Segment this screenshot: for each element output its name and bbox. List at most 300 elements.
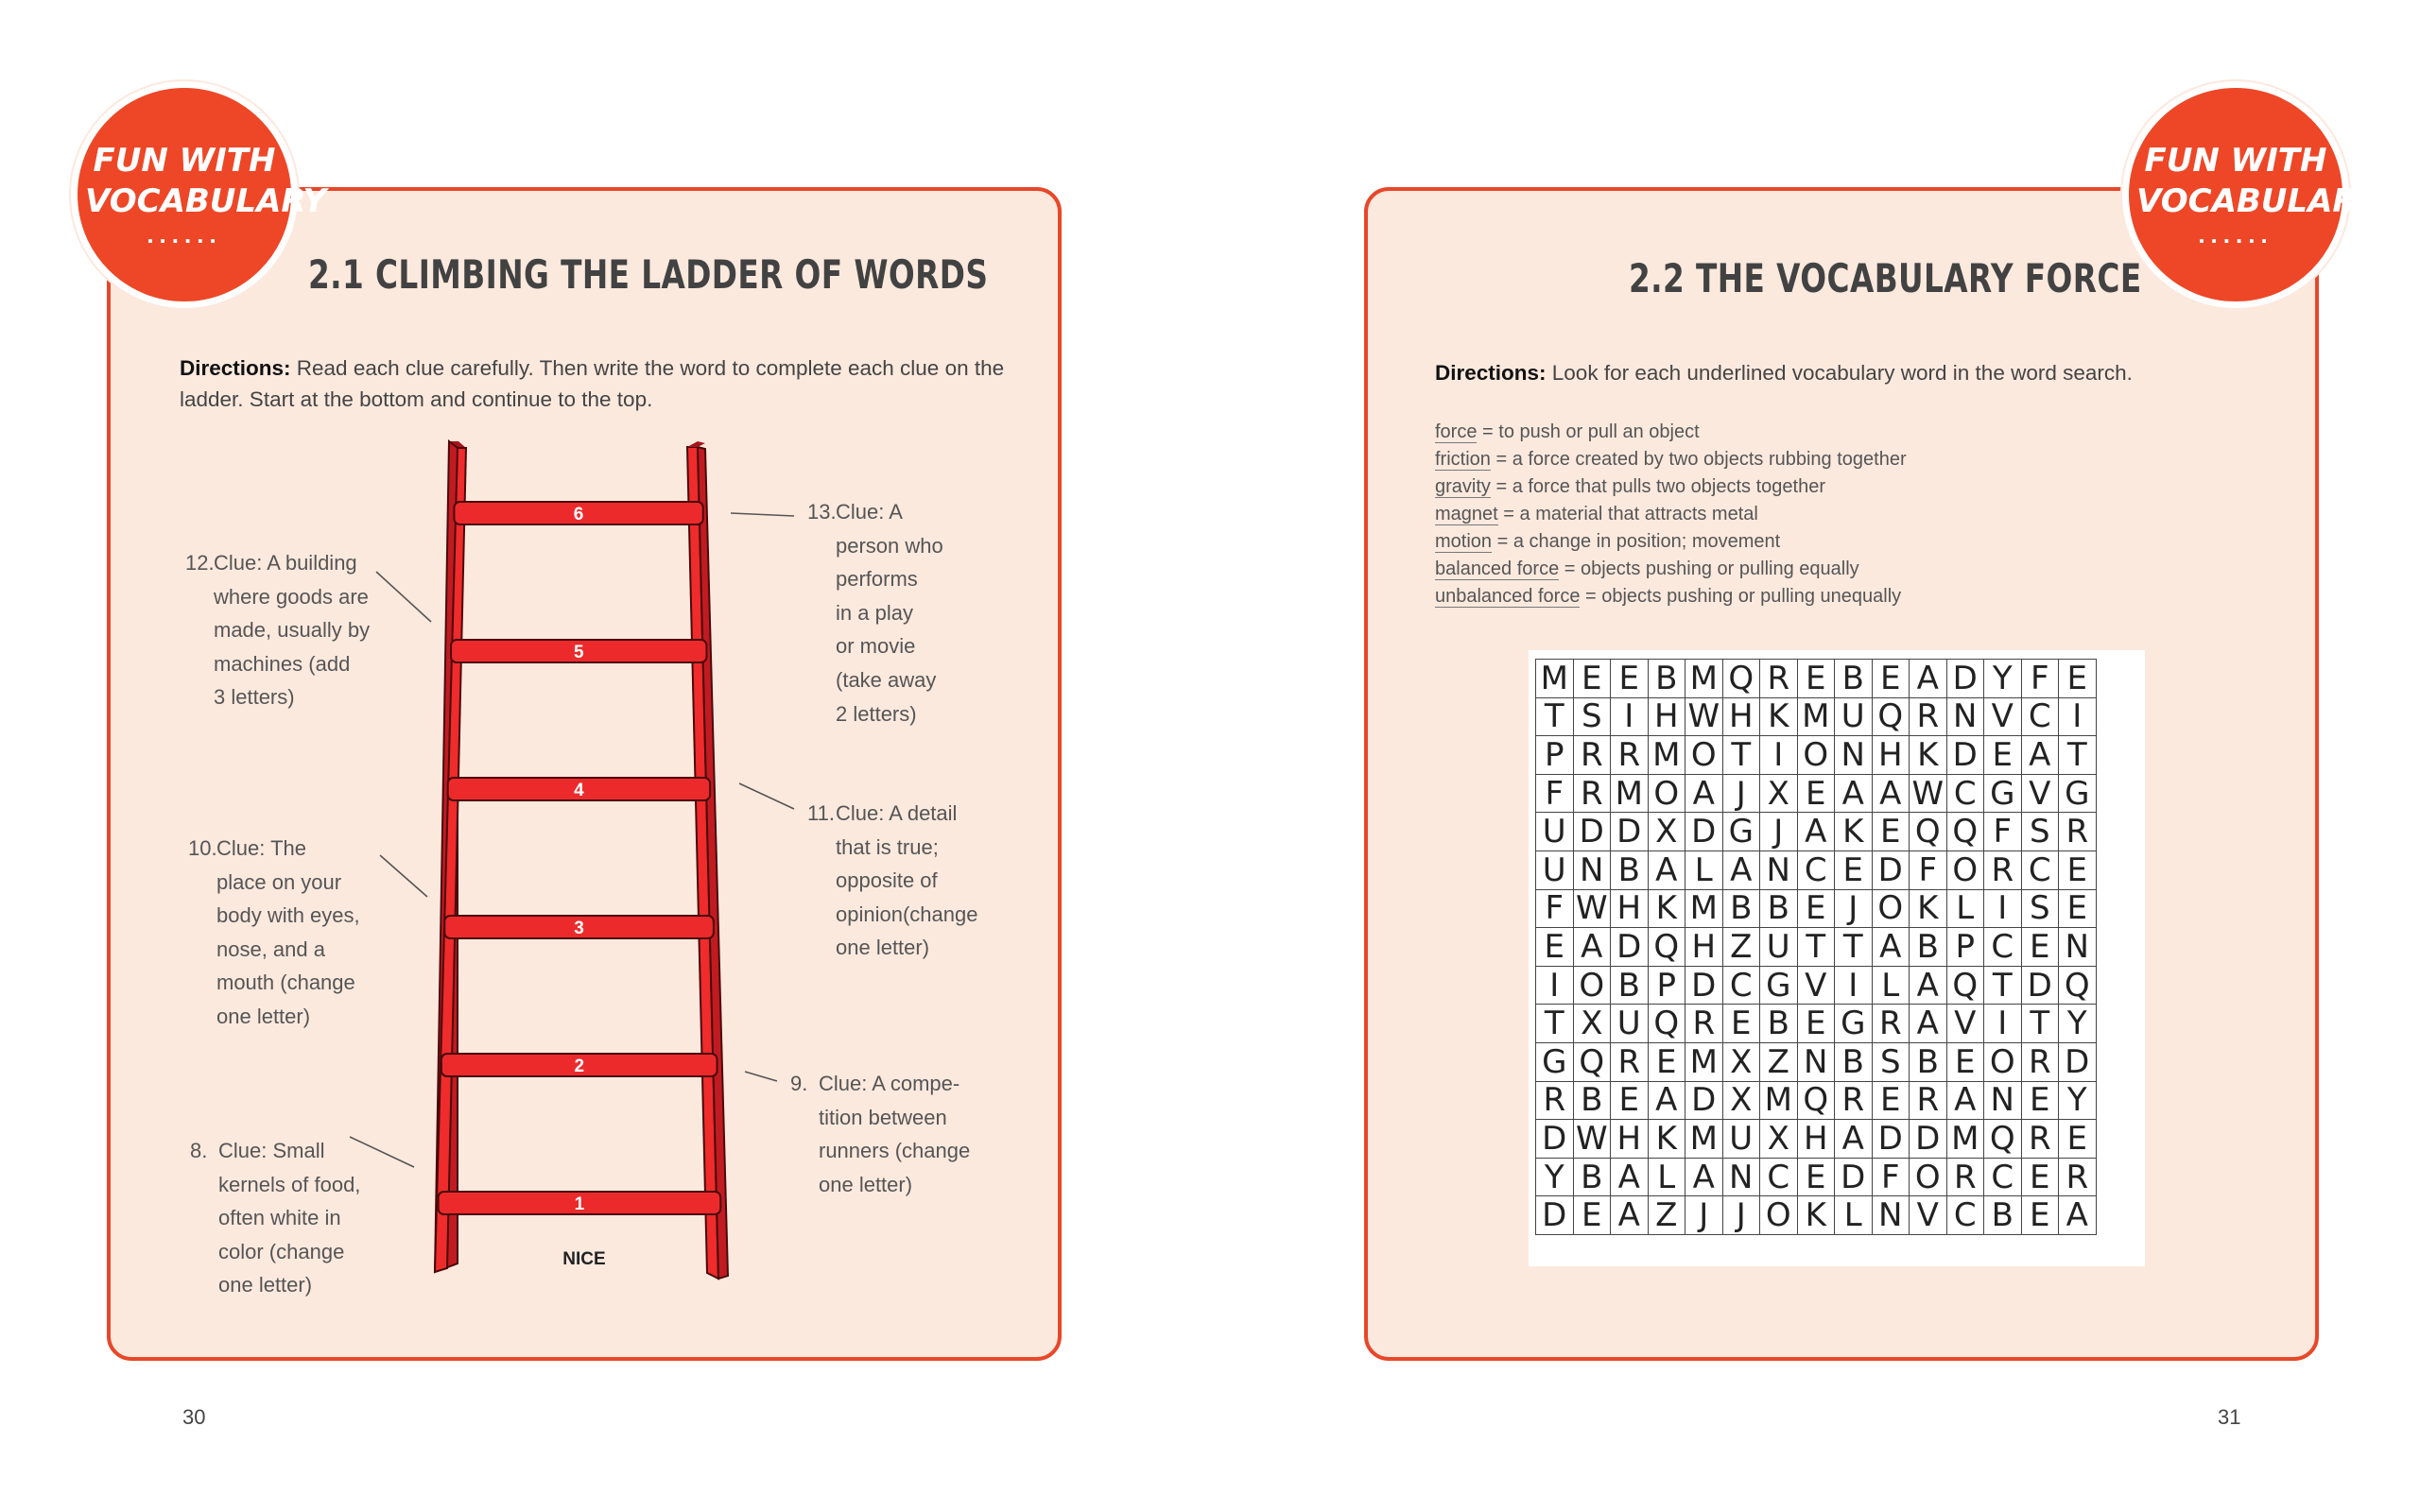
directions-label: Directions: (180, 356, 291, 380)
word-search-cell[interactable]: K (1648, 889, 1685, 928)
word-search-cell[interactable]: R (1910, 1081, 1947, 1120)
word-search-cell[interactable]: E (2059, 889, 2097, 928)
ladder-rung-number: 6 (573, 505, 584, 524)
word-search-grid (1529, 650, 2145, 1266)
word-search-cell[interactable]: D (1685, 813, 1723, 851)
word-search-cell[interactable]: S (1872, 1042, 1910, 1081)
word-search-cell[interactable]: Q (1946, 966, 1984, 1005)
word-search-cell[interactable]: O (1797, 736, 1835, 775)
vocabulary-definition: = a force that pulls two objects together (1490, 476, 1825, 497)
word-search-cell[interactable]: C (1722, 966, 1760, 1005)
word-search-cell[interactable]: Q (1946, 813, 1984, 851)
word-search-cell[interactable]: N (1835, 736, 1873, 775)
word-search-cell[interactable]: N (2059, 928, 2097, 967)
word-search-cell[interactable]: M (1685, 1120, 1723, 1159)
word-search-cell[interactable]: X (1722, 1081, 1760, 1120)
word-search-cell[interactable]: H (1685, 928, 1723, 967)
word-search-cell[interactable]: B (1760, 1005, 1798, 1043)
word-search-cell[interactable]: N (1984, 1081, 2022, 1120)
vocabulary-word: motion (1435, 531, 1493, 552)
clue-13 (807, 495, 996, 730)
word-search-cell[interactable]: M (1648, 736, 1685, 775)
word-search-cell[interactable]: T (1984, 966, 2022, 1005)
word-search-cell[interactable]: R (1910, 697, 1947, 736)
word-search-cell[interactable]: A (1910, 966, 1947, 1005)
word-search-cell[interactable]: B (1910, 928, 1947, 967)
word-search-cell[interactable]: W (1573, 1120, 1611, 1159)
word-search-cell[interactable]: A (1835, 1120, 1873, 1159)
directions-label: Directions: (1435, 361, 1547, 385)
word-search-cell[interactable]: Q (2059, 966, 2097, 1005)
word-search-cell[interactable]: X (1573, 1005, 1611, 1043)
badge-line2: VOCABULARY (85, 182, 327, 220)
word-search-cell[interactable]: D (1872, 850, 1910, 889)
word-search-cell[interactable]: E (1573, 660, 1611, 698)
word-search-cell[interactable]: J (1835, 889, 1873, 928)
word-search-cell[interactable]: X (1760, 1120, 1798, 1159)
word-search-cell[interactable]: R (1685, 1005, 1723, 1043)
word-search-cell[interactable]: A (1685, 1158, 1723, 1196)
word-search-cell[interactable]: B (1760, 889, 1798, 928)
word-search-cell[interactable]: T (1722, 736, 1760, 775)
word-search-cell[interactable]: H (1722, 697, 1760, 736)
word-search-cell[interactable]: Q (1573, 1042, 1611, 1081)
word-search-cell[interactable]: T (1797, 928, 1835, 967)
word-search-cell[interactable]: E (1872, 813, 1910, 851)
word-search-cell[interactable]: Y (2059, 1081, 2097, 1120)
page-number-left: 30 (182, 1405, 206, 1429)
word-search-cell[interactable]: A (1648, 1081, 1685, 1120)
word-search-cell[interactable]: V (1910, 1196, 1947, 1235)
word-search-cell[interactable]: H (1611, 1120, 1649, 1159)
vocabulary-item (1435, 583, 1907, 610)
word-search-cell[interactable]: E (1797, 889, 1835, 928)
word-search-cell[interactable]: Q (1910, 813, 1947, 851)
word-search-cell[interactable]: E (1946, 1042, 1984, 1081)
word-search-cell[interactable]: B (1648, 660, 1685, 698)
badge-text (85, 141, 327, 222)
word-search-cell[interactable]: Z (1722, 928, 1760, 967)
word-search-cell[interactable]: C (1760, 1158, 1798, 1196)
word-search-cell[interactable]: A (1910, 660, 1947, 698)
word-search-cell[interactable]: A (1685, 774, 1723, 813)
word-search-cell[interactable]: R (2059, 1158, 2097, 1196)
word-search-cell[interactable]: E (1611, 1081, 1649, 1120)
word-search-cell[interactable]: D (1573, 813, 1611, 851)
word-search-cell[interactable]: M (1685, 660, 1723, 698)
fun-with-vocabulary-badge-left (71, 81, 327, 308)
word-search-cell[interactable]: U (1835, 697, 1873, 736)
word-search-cell[interactable]: D (1946, 736, 1984, 775)
badge-line1: FUN WITH (93, 142, 276, 180)
directions-text: Read each clue carefully. Then write the word to complete each clue on the ladder. Start at the bottom and continue to the top. (180, 356, 1005, 411)
word-search-cell[interactable]: B (1835, 1042, 1873, 1081)
word-search-cell[interactable]: Q (1648, 928, 1685, 967)
word-search-cell[interactable]: L (1648, 1158, 1685, 1196)
vocabulary-definition: = a force created by two objects rubbing together (1490, 449, 1907, 470)
word-search-cell[interactable]: B (1722, 889, 1760, 928)
word-search-cell[interactable]: H (1872, 736, 1910, 775)
vocabulary-definition: = objects pushing or pulling equally (1559, 558, 1859, 579)
word-search-cell[interactable]: G (1984, 774, 2022, 813)
vocabulary-item (1435, 501, 1907, 528)
vocabulary-word: friction (1435, 449, 1491, 470)
word-search-cell[interactable]: R (1984, 850, 2022, 889)
word-search-cell[interactable]: K (1835, 813, 1873, 851)
word-search-cell[interactable]: G (2059, 774, 2097, 813)
word-search-cell[interactable]: E (1611, 660, 1649, 698)
word-search-cell[interactable]: D (1611, 928, 1649, 967)
clue-text: Clue: A detail that is true; opposite of opinion(change one letter) (836, 801, 978, 960)
word-search-cell[interactable]: I (1611, 697, 1649, 736)
word-search-cell[interactable]: E (2059, 850, 2097, 889)
clue-9 (790, 1067, 998, 1201)
badge-dots: ...... (2198, 220, 2273, 249)
word-search-cell[interactable]: M (1946, 1120, 1984, 1159)
word-search-cell[interactable]: U (1722, 1120, 1760, 1159)
ladder-rung-3 (444, 916, 714, 938)
word-search-cell[interactable]: F (1984, 813, 2022, 851)
word-search-cell[interactable]: R (2059, 813, 2097, 851)
vocabulary-list (1435, 419, 1907, 610)
word-search-cell[interactable]: K (1797, 1196, 1835, 1235)
word-search-cell[interactable]: D (1946, 660, 1984, 698)
word-search-cell[interactable]: L (1872, 966, 1910, 1005)
vocabulary-word: unbalanced force (1435, 586, 1581, 607)
word-search-cell[interactable]: E (1648, 1042, 1685, 1081)
word-search-row (1536, 1120, 2097, 1159)
word-search-row (1536, 813, 2097, 851)
word-search-cell[interactable]: U (1536, 850, 1574, 889)
word-search-cell[interactable]: X (1648, 813, 1685, 851)
ladder-rung-2 (441, 1054, 717, 1076)
word-search-cell[interactable]: J (1760, 813, 1798, 851)
word-search-cell[interactable]: Y (1536, 1158, 1574, 1196)
word-search-cell[interactable]: S (1573, 697, 1611, 736)
word-search-cell[interactable]: R (1611, 736, 1649, 775)
clue-text: Clue: A building where goods are made, usually by machines (add 3 letters) (214, 551, 371, 710)
word-search-cell[interactable]: T (2059, 736, 2097, 775)
word-search-cell[interactable]: E (1573, 1196, 1611, 1235)
word-search-cell[interactable]: Q (1722, 660, 1760, 698)
word-search-cell[interactable]: R (1835, 1081, 1873, 1120)
word-search-cell[interactable]: E (1872, 660, 1910, 698)
word-search-cell[interactable]: M (1797, 697, 1835, 736)
clue-11 (807, 797, 1006, 965)
word-search-cell[interactable]: I (1760, 736, 1798, 775)
word-search-cell[interactable]: Q (1872, 697, 1910, 736)
word-search-cell[interactable]: F (1872, 1158, 1910, 1196)
word-search-cell[interactable]: E (1797, 660, 1835, 698)
word-search-cell[interactable]: R (1872, 1005, 1910, 1043)
word-search-cell[interactable]: E (1722, 1005, 1760, 1043)
word-search-cell[interactable]: A (1835, 774, 1873, 813)
word-search-cell[interactable]: Y (2059, 1005, 2097, 1043)
word-search-row (1536, 1005, 2097, 1043)
vocabulary-word: gravity (1435, 476, 1491, 497)
word-search-cell[interactable]: B (1573, 1158, 1611, 1196)
word-search-cell[interactable]: D (1611, 813, 1649, 851)
word-search-row (1536, 736, 2097, 775)
word-search-cell[interactable]: S (2021, 889, 2059, 928)
word-search-cell[interactable]: I (1536, 966, 1574, 1005)
word-search-cell[interactable]: C (1984, 928, 2022, 967)
vocabulary-definition: = a material that attracts metal (1497, 504, 1758, 524)
word-search-cell[interactable]: I (1835, 966, 1873, 1005)
word-search-cell[interactable]: M (1760, 1081, 1798, 1120)
word-search-cell[interactable]: Z (1760, 1042, 1798, 1081)
fun-with-vocabulary-badge-right (2122, 81, 2378, 308)
ladder-rung-5 (451, 640, 706, 662)
word-search-cell[interactable]: H (1611, 889, 1649, 928)
clue-text: Clue: A compe- tition between runners (change one letter) (819, 1072, 971, 1196)
word-search-cell[interactable]: M (1611, 774, 1649, 813)
word-search-cell[interactable]: K (1760, 697, 1798, 736)
word-search-cell[interactable]: A (1573, 928, 1611, 967)
clue-number: 10. (188, 836, 217, 860)
word-search-cell[interactable]: G (1536, 1042, 1574, 1081)
word-search-cell[interactable]: Q (1984, 1120, 2022, 1159)
word-search-cell[interactable]: B (1910, 1042, 1947, 1081)
word-search-cell[interactable]: E (1797, 774, 1835, 813)
clue-number: 13. (807, 500, 837, 524)
word-search-cell[interactable]: E (2021, 1196, 2059, 1235)
word-search-cell[interactable]: Q (1797, 1081, 1835, 1120)
word-search-cell[interactable]: V (1946, 1005, 1984, 1043)
word-search-cell[interactable]: X (1722, 1042, 1760, 1081)
word-search-cell[interactable]: C (1797, 850, 1835, 889)
word-search-cell[interactable]: D (2059, 1042, 2097, 1081)
word-search-cell[interactable]: O (1984, 1042, 2022, 1081)
word-search-cell[interactable]: Y (1984, 660, 2022, 698)
word-search-cell[interactable]: X (1760, 774, 1798, 813)
word-search-row (1536, 660, 2097, 698)
word-search-cell[interactable]: F (2021, 660, 2059, 698)
vocabulary-word: balanced force (1435, 558, 1560, 579)
word-search-cell[interactable]: R (1946, 1158, 1984, 1196)
word-search-cell[interactable]: W (1685, 697, 1723, 736)
vocabulary-word: magnet (1435, 504, 1498, 524)
word-search-cell[interactable]: B (1573, 1081, 1611, 1120)
word-search-cell[interactable]: F (1536, 889, 1574, 928)
word-search-cell[interactable]: F (1910, 850, 1947, 889)
word-search-cell[interactable]: P (1536, 736, 1574, 775)
word-search-cell[interactable]: G (1760, 966, 1798, 1005)
page-title-left: 2.1 CLIMBING THE LADDER OF WORDS (308, 251, 989, 298)
word-search-row (1536, 1042, 2097, 1081)
word-search-cell[interactable]: D (1872, 1120, 1910, 1159)
word-search-cell[interactable]: U (1611, 1005, 1649, 1043)
word-search-row (1536, 889, 2097, 928)
word-search-cell[interactable]: Z (1648, 1196, 1685, 1235)
word-search-row (1536, 1081, 2097, 1120)
word-search-cell[interactable]: E (1872, 1081, 1910, 1120)
word-search-cell[interactable]: R (1760, 660, 1798, 698)
clue-number: 8. (190, 1139, 208, 1162)
word-search-cell[interactable]: A (1611, 1158, 1649, 1196)
word-search-cell[interactable]: K (1910, 889, 1947, 928)
word-search-cell[interactable]: B (1984, 1196, 2022, 1235)
word-search-cell[interactable]: C (1984, 1158, 2022, 1196)
word-search-cell[interactable]: M (1685, 1042, 1723, 1081)
word-search-cell[interactable]: N (1573, 850, 1611, 889)
word-search-cell[interactable]: A (2059, 1196, 2097, 1235)
page-title-right: 2.2 THE VOCABULARY FORCE (1629, 255, 2142, 301)
word-search-cell[interactable]: E (2059, 660, 2097, 698)
clue-number: 12. (185, 551, 215, 575)
word-search-cell[interactable]: E (1536, 928, 1574, 967)
word-search-cell[interactable]: G (1835, 1005, 1873, 1043)
word-search-row (1536, 774, 2097, 813)
word-search-cell[interactable]: L (1685, 850, 1723, 889)
word-search-cell[interactable]: V (1797, 966, 1835, 1005)
ladder-rungs (439, 502, 721, 1214)
page-number-right: 31 (2218, 1405, 2241, 1429)
word-search-cell[interactable]: C (1946, 774, 1984, 813)
word-search-cell[interactable]: G (1722, 813, 1760, 851)
word-search-cell[interactable]: D (1536, 1196, 1574, 1235)
word-search-cell[interactable]: L (1835, 1196, 1873, 1235)
word-search-cell[interactable]: R (2021, 1042, 2059, 1081)
word-search-cell[interactable]: A (1910, 1005, 1947, 1043)
word-search-cell[interactable]: H (1797, 1120, 1835, 1159)
word-search-cell[interactable]: O (1685, 736, 1723, 775)
word-search-cell[interactable]: R (1611, 1042, 1649, 1081)
word-search-cell[interactable]: A (1946, 1081, 1984, 1120)
word-search-row (1536, 928, 2097, 967)
word-search-cell[interactable]: O (1872, 889, 1910, 928)
word-search-cell[interactable]: W (1910, 774, 1947, 813)
word-search-cell[interactable]: J (1685, 1196, 1723, 1235)
word-search-row (1536, 966, 2097, 1005)
word-search-cell[interactable]: D (1685, 1081, 1723, 1120)
word-search-cell[interactable]: B (1611, 850, 1649, 889)
clue-8 (190, 1134, 417, 1302)
word-search-cell[interactable]: H (1648, 697, 1685, 736)
word-search-cell[interactable]: D (1685, 966, 1723, 1005)
word-search-cell[interactable]: D (1536, 1120, 1574, 1159)
ladder-rung-1 (439, 1192, 721, 1214)
word-search-cell[interactable]: T (1536, 1005, 1574, 1043)
word-search-cell[interactable]: R (1573, 736, 1611, 775)
word-search-row (1536, 1196, 2097, 1235)
clue-10 (188, 832, 415, 1034)
clue-12 (185, 546, 412, 714)
word-search-cell[interactable]: U (1760, 928, 1798, 967)
word-search-cell[interactable]: R (1536, 1081, 1574, 1120)
vocabulary-definition: = a change in position; movement (1492, 531, 1781, 552)
word-search-cell[interactable]: A (1722, 850, 1760, 889)
word-search-cell[interactable]: S (2021, 813, 2059, 851)
word-search-cell[interactable]: D (2021, 966, 2059, 1005)
directions-right (1435, 357, 2267, 388)
word-search-cell[interactable]: C (1946, 1196, 1984, 1235)
word-search-cell[interactable]: N (1946, 697, 1984, 736)
word-search-cell[interactable]: O (1946, 850, 1984, 889)
word-search-cell[interactable]: T (2021, 1005, 2059, 1043)
word-search-cell[interactable]: O (1573, 966, 1611, 1005)
word-search-cell[interactable]: E (2059, 1120, 2097, 1159)
word-search-cell[interactable]: A (1648, 850, 1685, 889)
word-search-cell[interactable]: E (1835, 850, 1873, 889)
word-search-cell[interactable]: B (1611, 966, 1649, 1005)
word-search-row (1536, 850, 2097, 889)
word-search-cell[interactable]: N (1760, 850, 1798, 889)
word-search-cell[interactable]: R (2021, 1120, 2059, 1159)
ladder-rung-number: 1 (574, 1194, 585, 1214)
word-search-cell[interactable]: M (1685, 889, 1723, 928)
vocabulary-definition: = to push or pull an object (1477, 421, 1700, 442)
ladder-start-word: NICE (562, 1249, 606, 1269)
ladder-rung-4 (448, 778, 710, 800)
word-search-cell[interactable]: K (1910, 736, 1947, 775)
word-search-cell[interactable]: N (1722, 1158, 1760, 1196)
word-search-cell[interactable]: Q (1648, 1005, 1685, 1043)
word-search-cell[interactable]: O (1910, 1158, 1947, 1196)
word-search-cell[interactable]: O (1648, 774, 1685, 813)
word-search-cell[interactable]: N (1797, 1042, 1835, 1081)
word-search-cell[interactable]: T (1835, 928, 1873, 967)
word-search-cell[interactable]: U (1536, 813, 1574, 851)
word-search-cell[interactable]: V (2021, 774, 2059, 813)
word-search-cell[interactable]: E (1797, 1005, 1835, 1043)
word-search-cell[interactable]: C (2021, 697, 2059, 736)
word-search-cell[interactable]: N (1872, 1196, 1910, 1235)
directions-text: Look for each underlined vocabulary word in the word search. (1546, 361, 2133, 385)
word-search-cell[interactable]: A (1611, 1196, 1649, 1235)
clue-number: 11. (807, 801, 835, 825)
directions-left (180, 352, 1011, 415)
word-search-cell[interactable]: A (1797, 813, 1835, 851)
word-search-cell[interactable]: D (1835, 1158, 1873, 1196)
word-search-cell[interactable]: I (2059, 697, 2097, 736)
word-search-cell[interactable]: O (1760, 1196, 1798, 1235)
vocabulary-word: force (1435, 421, 1478, 442)
word-search-cell[interactable]: E (2021, 928, 2059, 967)
vocabulary-definition: = objects pushing or pulling unequally (1580, 586, 1902, 607)
word-search-cell[interactable]: F (1536, 774, 1574, 813)
word-search-cell[interactable]: I (1984, 1005, 2022, 1043)
ladder-rung-number: 5 (573, 643, 584, 662)
word-search-cell[interactable]: E (2021, 1158, 2059, 1196)
vocabulary-item (1435, 556, 1907, 583)
word-search-cell[interactable]: E (1797, 1158, 1835, 1196)
word-search-cell[interactable]: R (1573, 774, 1611, 813)
word-search-cell[interactable]: A (1872, 774, 1910, 813)
word-search-cell[interactable]: P (1648, 966, 1685, 1005)
word-search-cell[interactable]: V (1984, 697, 2022, 736)
word-search-cell[interactable]: A (2021, 736, 2059, 775)
word-search-cell[interactable]: J (1722, 774, 1760, 813)
word-search-cell[interactable]: L (1946, 889, 1984, 928)
word-search-cell[interactable]: I (1984, 889, 2022, 928)
word-search-cell[interactable]: P (1946, 928, 1984, 967)
word-search-cell[interactable]: M (1536, 660, 1574, 698)
word-search-cell[interactable]: C (2021, 850, 2059, 889)
word-search-cell[interactable]: B (1835, 660, 1873, 698)
word-search-cell[interactable]: A (1872, 928, 1910, 967)
word-search-cell[interactable]: K (1648, 1120, 1685, 1159)
word-search-cell[interactable]: E (2021, 1081, 2059, 1120)
badge-text (2136, 141, 2378, 222)
ladder-rung-6 (454, 502, 702, 524)
word-search-cell[interactable]: W (1573, 889, 1611, 928)
word-search-cell[interactable]: T (1536, 697, 1574, 736)
word-search-cell[interactable]: E (1984, 736, 2022, 775)
word-search-cell[interactable]: J (1722, 1196, 1760, 1235)
word-search-cell[interactable]: D (1910, 1120, 1947, 1159)
badge-line2: VOCABULARY (2136, 182, 2378, 220)
